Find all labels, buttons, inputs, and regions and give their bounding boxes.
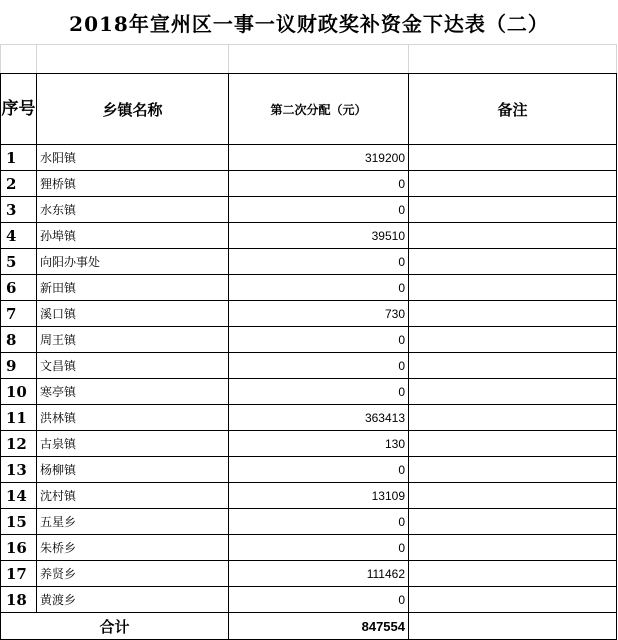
remark-cell[interactable]: [409, 379, 617, 405]
town-name[interactable]: 周王镇: [37, 327, 229, 353]
amount-cell[interactable]: 0: [229, 509, 409, 535]
amount-cell[interactable]: 0: [229, 327, 409, 353]
town-name[interactable]: 养贤乡: [37, 561, 229, 587]
row-number[interactable]: 11: [1, 405, 37, 431]
remark-cell[interactable]: [409, 171, 617, 197]
remark-cell[interactable]: [409, 431, 617, 457]
page-title: 2018年宣州区一事一议财政奖补资金下达表（二）: [69, 11, 549, 36]
table-row: [1, 587, 617, 613]
amount-cell[interactable]: 130: [229, 431, 409, 457]
header-row: [1, 74, 617, 145]
table-row: [1, 249, 617, 275]
total-amount[interactable]: 847554: [229, 613, 409, 640]
header-seq[interactable]: 序号: [1, 74, 37, 145]
remark-cell[interactable]: [409, 223, 617, 249]
remark-cell[interactable]: [409, 249, 617, 275]
table-row: [1, 405, 617, 431]
table-row: [1, 197, 617, 223]
remark-cell[interactable]: [409, 275, 617, 301]
row-number[interactable]: 2: [1, 171, 37, 197]
amount-cell[interactable]: 0: [229, 171, 409, 197]
row-number[interactable]: 7: [1, 301, 37, 327]
table-row: [1, 483, 617, 509]
remark-cell[interactable]: [409, 457, 617, 483]
row-number[interactable]: 4: [1, 223, 37, 249]
row-number[interactable]: 1: [1, 145, 37, 171]
town-name[interactable]: 水东镇: [37, 197, 229, 223]
row-number[interactable]: 14: [1, 483, 37, 509]
header-amount[interactable]: 第二次分配（元）: [229, 74, 409, 145]
town-name[interactable]: 溪口镇: [37, 301, 229, 327]
table-row: [1, 301, 617, 327]
remark-cell[interactable]: [409, 405, 617, 431]
amount-cell[interactable]: 0: [229, 379, 409, 405]
row-number[interactable]: 17: [1, 561, 37, 587]
table-row: [1, 171, 617, 197]
town-name[interactable]: 孙埠镇: [37, 223, 229, 249]
table-row: [1, 353, 617, 379]
table-row: [1, 145, 617, 171]
town-name[interactable]: 水阳镇: [37, 145, 229, 171]
header-town[interactable]: 乡镇名称: [37, 74, 229, 145]
remark-cell[interactable]: [409, 197, 617, 223]
remark-cell[interactable]: [409, 353, 617, 379]
row-number[interactable]: 12: [1, 431, 37, 457]
town-name[interactable]: 洪林镇: [37, 405, 229, 431]
amount-cell[interactable]: 111462: [229, 561, 409, 587]
row-number[interactable]: 10: [1, 379, 37, 405]
amount-cell[interactable]: 0: [229, 457, 409, 483]
table-row: [1, 327, 617, 353]
table-cell[interactable]: [229, 45, 409, 74]
table-cell[interactable]: [37, 45, 229, 74]
row-number[interactable]: 15: [1, 509, 37, 535]
remark-cell[interactable]: [409, 327, 617, 353]
remark-cell[interactable]: [409, 561, 617, 587]
remark-cell[interactable]: [409, 301, 617, 327]
table-cell[interactable]: [409, 45, 617, 74]
amount-cell[interactable]: 39510: [229, 223, 409, 249]
town-name[interactable]: 寒亭镇: [37, 379, 229, 405]
total-remark-cell[interactable]: [409, 613, 617, 640]
table-row: [1, 561, 617, 587]
row-number[interactable]: 9: [1, 353, 37, 379]
row-number[interactable]: 13: [1, 457, 37, 483]
row-number[interactable]: 3: [1, 197, 37, 223]
row-number[interactable]: 5: [1, 249, 37, 275]
town-name[interactable]: 沈村镇: [37, 483, 229, 509]
table-row: [1, 379, 617, 405]
town-name[interactable]: 五星乡: [37, 509, 229, 535]
header-remark[interactable]: 备注: [409, 74, 617, 145]
town-name[interactable]: 黄渡乡: [37, 587, 229, 613]
row-number[interactable]: 16: [1, 535, 37, 561]
town-name[interactable]: 新田镇: [37, 275, 229, 301]
table-row: [1, 431, 617, 457]
town-name[interactable]: 向阳办事处: [37, 249, 229, 275]
table-row: [1, 223, 617, 249]
allocation-table: [0, 44, 617, 640]
town-name[interactable]: 杨柳镇: [37, 457, 229, 483]
total-row: [1, 613, 617, 640]
table-row: [1, 275, 617, 301]
town-name[interactable]: 古泉镇: [37, 431, 229, 457]
total-label[interactable]: 合计: [1, 613, 229, 640]
amount-cell[interactable]: 363413: [229, 405, 409, 431]
table-cell[interactable]: [1, 45, 37, 74]
amount-cell[interactable]: 0: [229, 353, 409, 379]
remark-cell[interactable]: [409, 587, 617, 613]
remark-cell[interactable]: [409, 145, 617, 171]
remark-cell[interactable]: [409, 509, 617, 535]
table-row: [1, 509, 617, 535]
row-number[interactable]: 6: [1, 275, 37, 301]
amount-cell[interactable]: 0: [229, 587, 409, 613]
amount-cell[interactable]: 0: [229, 249, 409, 275]
town-name[interactable]: 文昌镇: [37, 353, 229, 379]
blank-row: [1, 45, 617, 74]
amount-cell[interactable]: 319200: [229, 145, 409, 171]
remark-cell[interactable]: [409, 535, 617, 561]
table-row: [1, 535, 617, 561]
amount-cell[interactable]: 13109: [229, 483, 409, 509]
amount-cell[interactable]: 0: [229, 197, 409, 223]
amount-cell[interactable]: 0: [229, 535, 409, 561]
row-number[interactable]: 18: [1, 587, 37, 613]
town-name[interactable]: 狸桥镇: [37, 171, 229, 197]
amount-cell[interactable]: 730: [229, 301, 409, 327]
amount-cell[interactable]: 0: [229, 275, 409, 301]
town-name[interactable]: 朱桥乡: [37, 535, 229, 561]
table-row: [1, 457, 617, 483]
row-number[interactable]: 8: [1, 327, 37, 353]
remark-cell[interactable]: [409, 483, 617, 509]
